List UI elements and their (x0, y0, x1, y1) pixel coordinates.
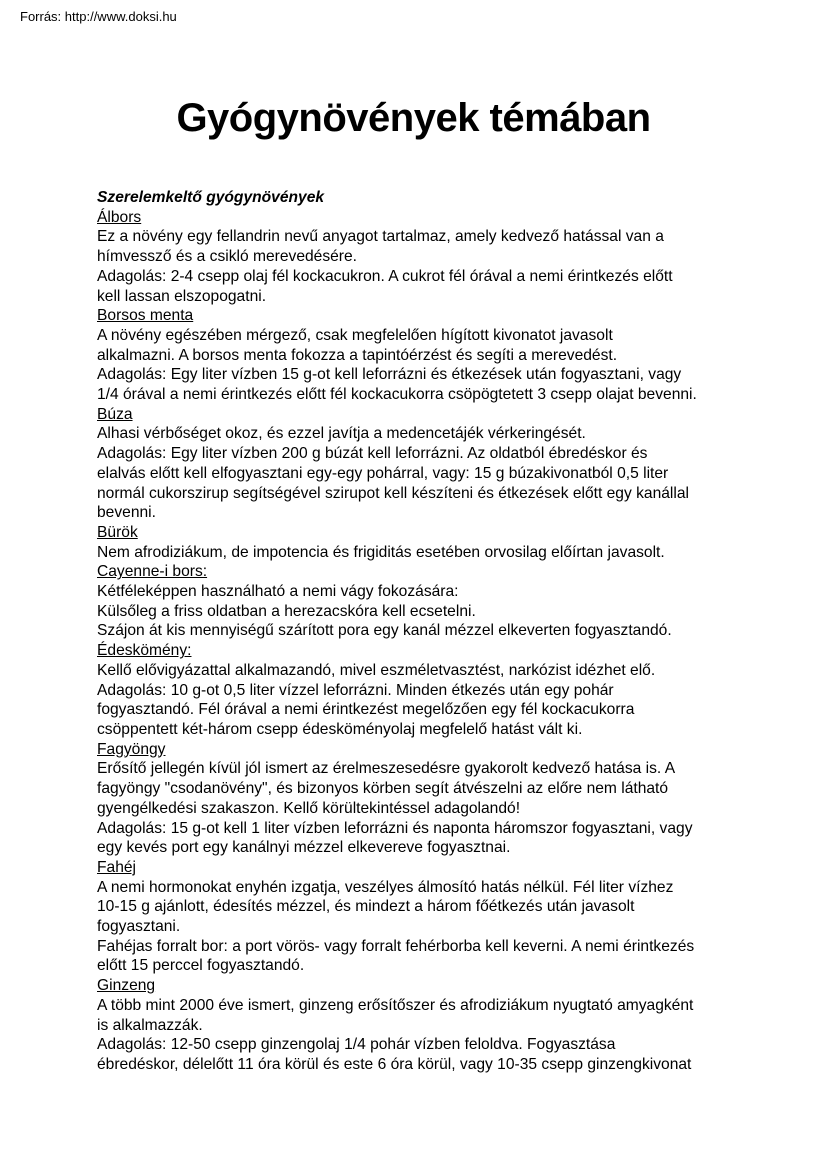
body-line: 1/4 órával a nemi érintkezés előtt fél kockacukorra csöpögtetett 3 csepp olajat bevenni. (97, 386, 697, 404)
body-line: Alhasi vérbőséget okoz, és ezzel javítja a medencetájék vérkeringését. (97, 425, 586, 443)
body-line: Adagolás: Egy liter vízben 15 g-ot kell leforrázni és étkezések után fogyasztani, vagy (97, 366, 682, 384)
body-line: Erősítő jellegén kívül jól ismert az érelmeszesedésre gyakorolt kedvező hatása is. A (97, 760, 676, 778)
body-line: Adagolás: 15 g-ot kell 1 liter vízben leforrázni és naponta háromszor fogyasztani, vagy (97, 819, 693, 837)
body-line: ébredéskor, délelőtt 11 óra körül és este 6 óra körül, vagy 10-35 csepp ginzengkivonat (97, 1055, 692, 1073)
body-line: Adagolás: 2-4 csepp olaj fél kockacukron. A cukrot fél órával a nemi érintkezés előtt (97, 267, 673, 285)
body-line: A több mint 2000 éve ismert, ginzeng erősítőszer és afrodiziákum nyugtató amyagként (97, 996, 694, 1014)
section-heading: Álbors (97, 208, 142, 226)
section-heading: Cayenne-i bors: (97, 563, 208, 581)
body-line: gyengélkedési szakaszon. Kellő körültekintéssel adagolandó! (97, 799, 521, 817)
body-line: Külsőleg a friss oldatban a herezacskóra kell ecsetelni. (97, 602, 476, 620)
body-line: normál cukorszirup segítségével szirupot kell készíteni és étkezések előtt egy kanállal (97, 484, 689, 502)
section-heading: Fagyöngy (97, 740, 166, 758)
sections-container (97, 208, 787, 1075)
body-line: bevenni. (97, 504, 156, 522)
body-line: Adagolás: 10 g-ot 0,5 liter vízzel leforrázni. Minden étkezés után egy pohár (97, 681, 614, 699)
body-line: Nem afrodiziákum, de impotencia és frigiditás esetében orvosilag előírtan javasolt. (97, 543, 665, 561)
body-line: Kellő elővigyázattal alkalmazandó, mivel eszméletvasztést, narkózist idézhet elő. (97, 661, 656, 679)
body-line: fagyöngy "csodanövény", és bizonyos körben segít átvészelni az előre nem látható (97, 780, 669, 798)
body-line: is alkalmazzák. (97, 1016, 203, 1034)
page-title: Gyógynövények témában (176, 96, 651, 140)
body-line: előtt 15 perccel fogyasztandó. (97, 957, 305, 975)
body-line: 10-15 g ajánlott, édesítés mézzel, és mindezt a három főétkezés után javasolt (97, 898, 635, 916)
body-line: Adagolás: Egy liter vízben 200 g búzát kell leforrázni. Az oldatból ébredéskor és (97, 445, 648, 463)
body-line: A növény egészében mérgező, csak megfelelően hígított kivonatot javasolt (97, 326, 613, 344)
body-line: fogyasztandó. Fél órával a nemi érintkezést megelőzően egy fél kockacukorra (97, 701, 635, 719)
section-heading: Búza (97, 405, 133, 423)
section-heading: Borsos menta (97, 307, 194, 325)
section-heading: Bürök (97, 523, 138, 541)
document-subtitle: Szerelemkeltő gyógynövények (97, 189, 325, 206)
body-line: alkalmazni. A borsos menta fokozza a tapintóérzést és segíti a merevedést. (97, 346, 618, 364)
body-line: kell lassan elszopogatni. (97, 287, 267, 305)
body-line: A nemi hormonokat enyhén izgatja, veszélyes álmosító hatás nélkül. Fél liter vízhez (97, 878, 674, 896)
body-line: csöppentett két-három csepp édesköményolaj megfelelő hatást vált ki. (97, 720, 583, 738)
body-line: Kétféleképpen használható a nemi vágy fokozására: (97, 583, 459, 601)
body-line: Szájon át kis mennyiségű szárított pora egy kanál mézzel elkeverten fogyasztandó. (97, 622, 672, 640)
body-line: Fahéjas forralt bor: a port vörös- vagy forralt fehérborba kell keverni. A nemi érintkezés (97, 937, 695, 955)
body-line: fogyasztani. (97, 918, 181, 936)
section-heading: Fahéj (97, 858, 137, 876)
section-heading: Édeskömény: (97, 642, 192, 660)
body-line: Adagolás: 12-50 csepp ginzengolaj 1/4 pohár vízben feloldva. Fogyasztása (97, 1036, 616, 1054)
document-body (97, 188, 787, 1075)
section-heading: Ginzeng (97, 977, 156, 995)
body-line: Ez a növény egy fellandrin nevű anyagot tartalmaz, amely kedvező hatással van a (97, 228, 664, 246)
body-line: hímvessző és a csikló merevedésére. (97, 248, 357, 266)
body-line: egy kevés port egy kanálnyi mézzel elkevereve fogyasztnai. (97, 839, 511, 857)
source-url-text: Forrás: http://www.doksi.hu (20, 9, 177, 24)
body-line: elalvás előtt kell elfogyasztani egy-egy pohárral, vagy: 15 g búzakivonatból 0,5 liter (97, 464, 669, 482)
